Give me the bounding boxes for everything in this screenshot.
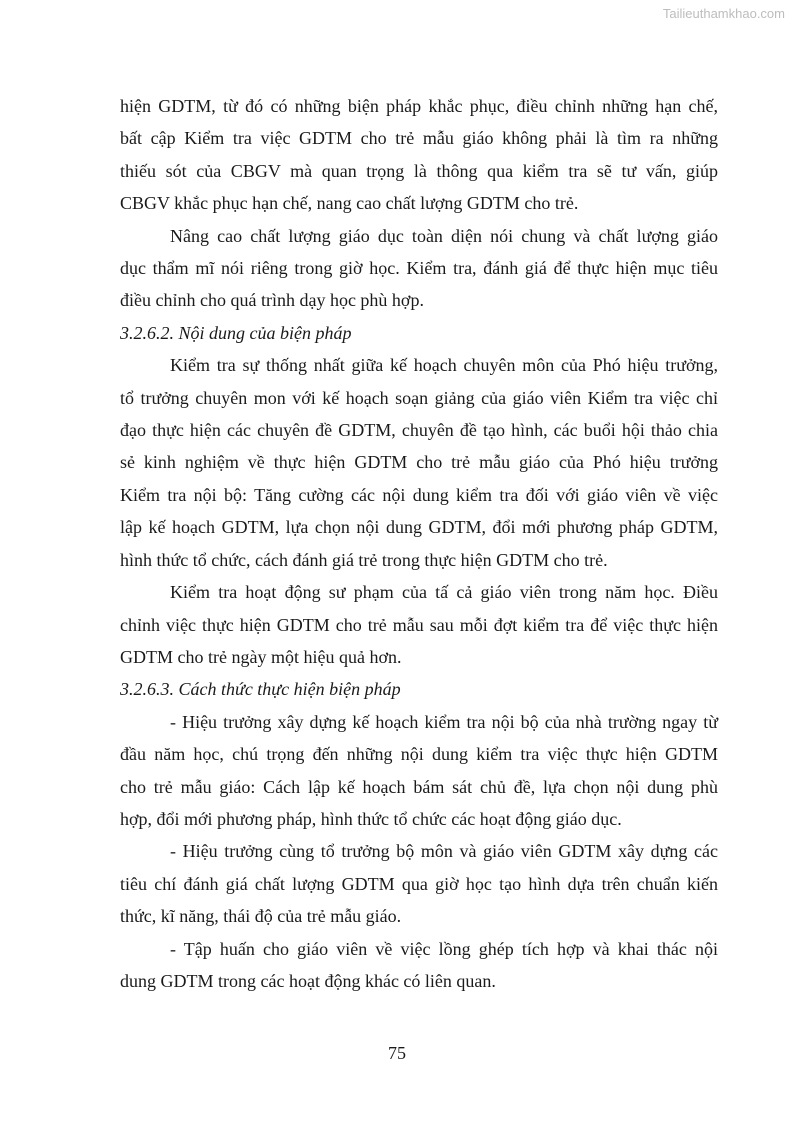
paragraph <box>120 706 718 836</box>
paragraph <box>120 835 718 932</box>
text-line: tiêu chí đánh giá chất lượng GDTM qua giờ học tạo hình dựa trên chuẩn kiến <box>120 873 718 894</box>
text-line: tổ trưởng chuyên mon với kế hoạch soạn giảng của giáo viên Kiểm tra việc chỉ <box>120 387 718 408</box>
text-line: bất cập Kiểm tra việc GDTM cho trẻ mẫu giáo không phải là tìm ra những <box>120 128 718 149</box>
text-line: sẻ kinh nghiệm về thực hiện GDTM cho trẻ mẫu giáo của Phó hiệu trưởng <box>120 452 718 473</box>
text-line: - Hiệu trưởng cùng tổ trưởng bộ môn và giáo viên GDTM xây dựng các <box>170 841 718 862</box>
paragraph <box>120 90 718 220</box>
text-line: cho trẻ mẫu giáo: Cách lập kế hoạch bám sát chủ đề, lựa chọn nội dung phù <box>120 776 718 797</box>
text-line: chỉnh việc thực hiện GDTM cho trẻ mẫu sau mỗi đợt kiểm tra để việc thực hiện <box>120 614 718 635</box>
text-line: Kiểm tra nội bộ: Tăng cường các nội dung kiểm tra đối với giáo viên về việc <box>120 484 718 505</box>
text-line: dục thẩm mĩ nói riêng trong giờ học. Kiểm tra, đánh giá để thực hiện mục tiêu <box>120 258 718 279</box>
text-line: - Tập huấn cho giáo viên về việc lồng ghép tích hợp và khai thác nội <box>170 938 718 959</box>
text-line: điều chỉnh cho quá trình dạy học phù hợp. <box>120 290 424 311</box>
paragraph <box>120 349 718 576</box>
text-line: đạo thực hiện các chuyên đề GDTM, chuyên đề tạo hình, các buổi hội thảo chia <box>120 420 718 441</box>
text-line: dung GDTM trong các hoạt động khác có liên quan. <box>120 970 496 991</box>
text-line: thức, kĩ năng, thái độ của trẻ mẫu giáo. <box>120 906 402 927</box>
document-body <box>120 90 718 997</box>
text-line: lập kế hoạch GDTM, lựa chọn nội dung GDTM, đổi mới phương pháp GDTM, <box>120 517 718 538</box>
section-heading: 3.2.6.3. Cách thức thực hiện biện pháp <box>120 679 401 700</box>
text-line: GDTM cho trẻ ngày một hiệu quả hơn. <box>120 646 402 667</box>
text-line: hiện GDTM, từ đó có những biện pháp khắc phục, điều chỉnh những hạn chế, <box>120 96 718 116</box>
paragraph <box>120 576 718 673</box>
section-heading: 3.2.6.2. Nội dung của biện pháp <box>120 322 352 343</box>
paragraph <box>120 220 718 317</box>
text-line: đầu năm học, chú trọng đến những nội dung kiểm tra việc thực hiện GDTM <box>120 744 718 765</box>
text-line: - Hiệu trưởng xây dựng kế hoạch kiểm tra nội bộ của nhà trường ngay từ <box>170 711 718 732</box>
text-line: CBGV khắc phục hạn chế, nang cao chất lượng GDTM cho trẻ. <box>120 193 579 214</box>
text-line: hợp, đổi mới phương pháp, hình thức tổ chức các hoạt động giáo dục. <box>120 808 622 829</box>
text-line: Kiểm tra sự thống nhất giữa kế hoạch chuyên môn của Phó hiệu trưởng, <box>170 355 718 376</box>
text-line: thiếu sót của CBGV mà quan trọng là thông qua kiểm tra sẽ tư vấn, giúp <box>120 160 718 181</box>
page-number: 75 <box>388 1043 406 1063</box>
text-line: Kiểm tra hoạt động sư phạm của tấ cả giáo viên trong năm học. Điều <box>170 582 718 603</box>
text-line: Nâng cao chất lượng giáo dục toàn diện nói chung và chất lượng giáo <box>170 225 718 246</box>
paragraph <box>120 933 718 998</box>
watermark: Tailieuthamkhao.com <box>662 6 785 21</box>
text-line: hình thức tổ chức, cách đánh giá trẻ trong thực hiện GDTM cho trẻ. <box>120 549 608 570</box>
